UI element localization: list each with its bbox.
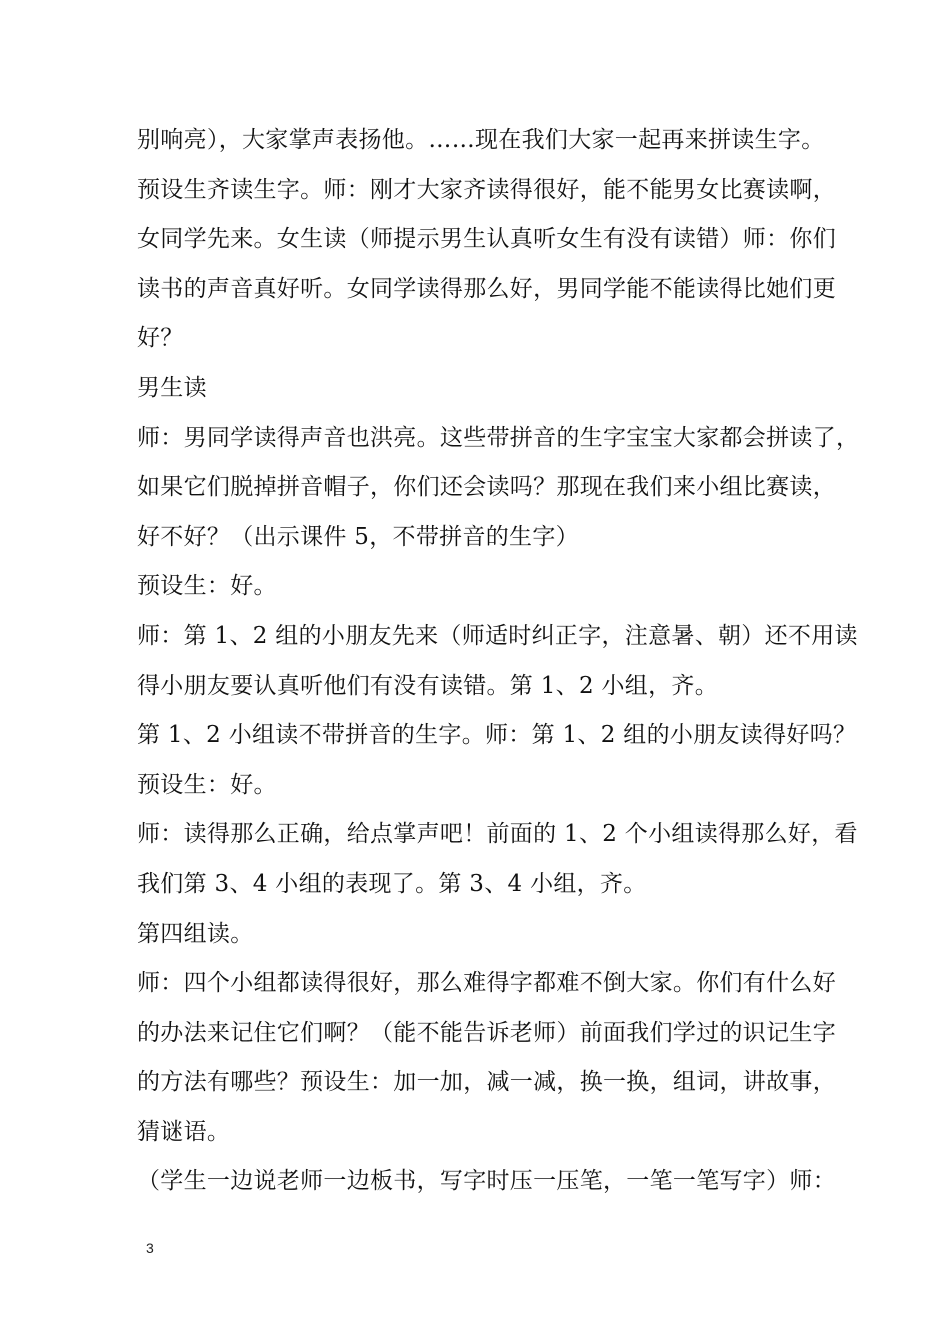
text-line: 预设生：好。 — [137, 573, 277, 600]
text-line: 的方法有哪些？预设生：加一加，减一减，换一换，组词，讲故事， — [137, 1069, 836, 1096]
text-line: 女同学先来。女生读（师提示男生认真听女生有没有读错）师：你们 — [137, 226, 836, 253]
text-line: 得小朋友要认真听他们有没有读错。第 1、2 小组，齐。 — [137, 672, 718, 699]
text-line: 师：读得那么正确，给点掌声吧！前面的 1、2 个小组读得那么好，看 — [137, 821, 858, 848]
text-line: 好不好？（出示课件 5，不带拼音的生字） — [137, 523, 579, 550]
text-line: 第 1、2 小组读不带拼音的生字。师：第 1、2 组的小朋友读得好吗？ — [137, 722, 857, 749]
text-line: 我们第 3、4 小组的表现了。第 3、4 小组，齐。 — [137, 870, 647, 897]
page-number: 3 — [146, 1240, 154, 1256]
body-text — [137, 116, 860, 1207]
text-line: 师：第 1、2 组的小朋友先来（师适时纠正字，注意暑、朝）还不用读 — [137, 622, 858, 649]
text-line: 猜谜语。 — [137, 1118, 231, 1145]
text-line: 预设生齐读生字。师：刚才大家齐读得很好，能不能男女比赛读啊， — [137, 176, 836, 203]
text-line: 男生读 — [137, 374, 207, 401]
text-line: 预设生：好。 — [137, 771, 277, 798]
text-line: 读书的声音真好听。女同学读得那么好，男同学能不能读得比她们更 — [137, 275, 836, 302]
text-line: 师：男同学读得声音也洪亮。这些带拼音的生字宝宝大家都会拼读了， — [137, 424, 860, 451]
text-line: 的办法来记住它们啊？（能不能告诉老师）前面我们学过的识记生字 — [137, 1019, 836, 1046]
text-line: 别响亮），大家掌声表扬他。……现在我们大家一起再来拼读生字。 — [137, 127, 825, 153]
text-line: 如果它们脱掉拼音帽子，你们还会读吗？那现在我们来小组比赛读， — [137, 474, 836, 501]
text-line: 师：四个小组都读得很好，那么难得字都难不倒大家。你们有什么好 — [137, 970, 836, 997]
text-line: （学生一边说老师一边板书，写字时压一压笔，一笔一笔写字）师： — [137, 1168, 836, 1195]
text-line: 好？ — [137, 325, 184, 352]
text-line: 第四组读。 — [137, 920, 254, 947]
